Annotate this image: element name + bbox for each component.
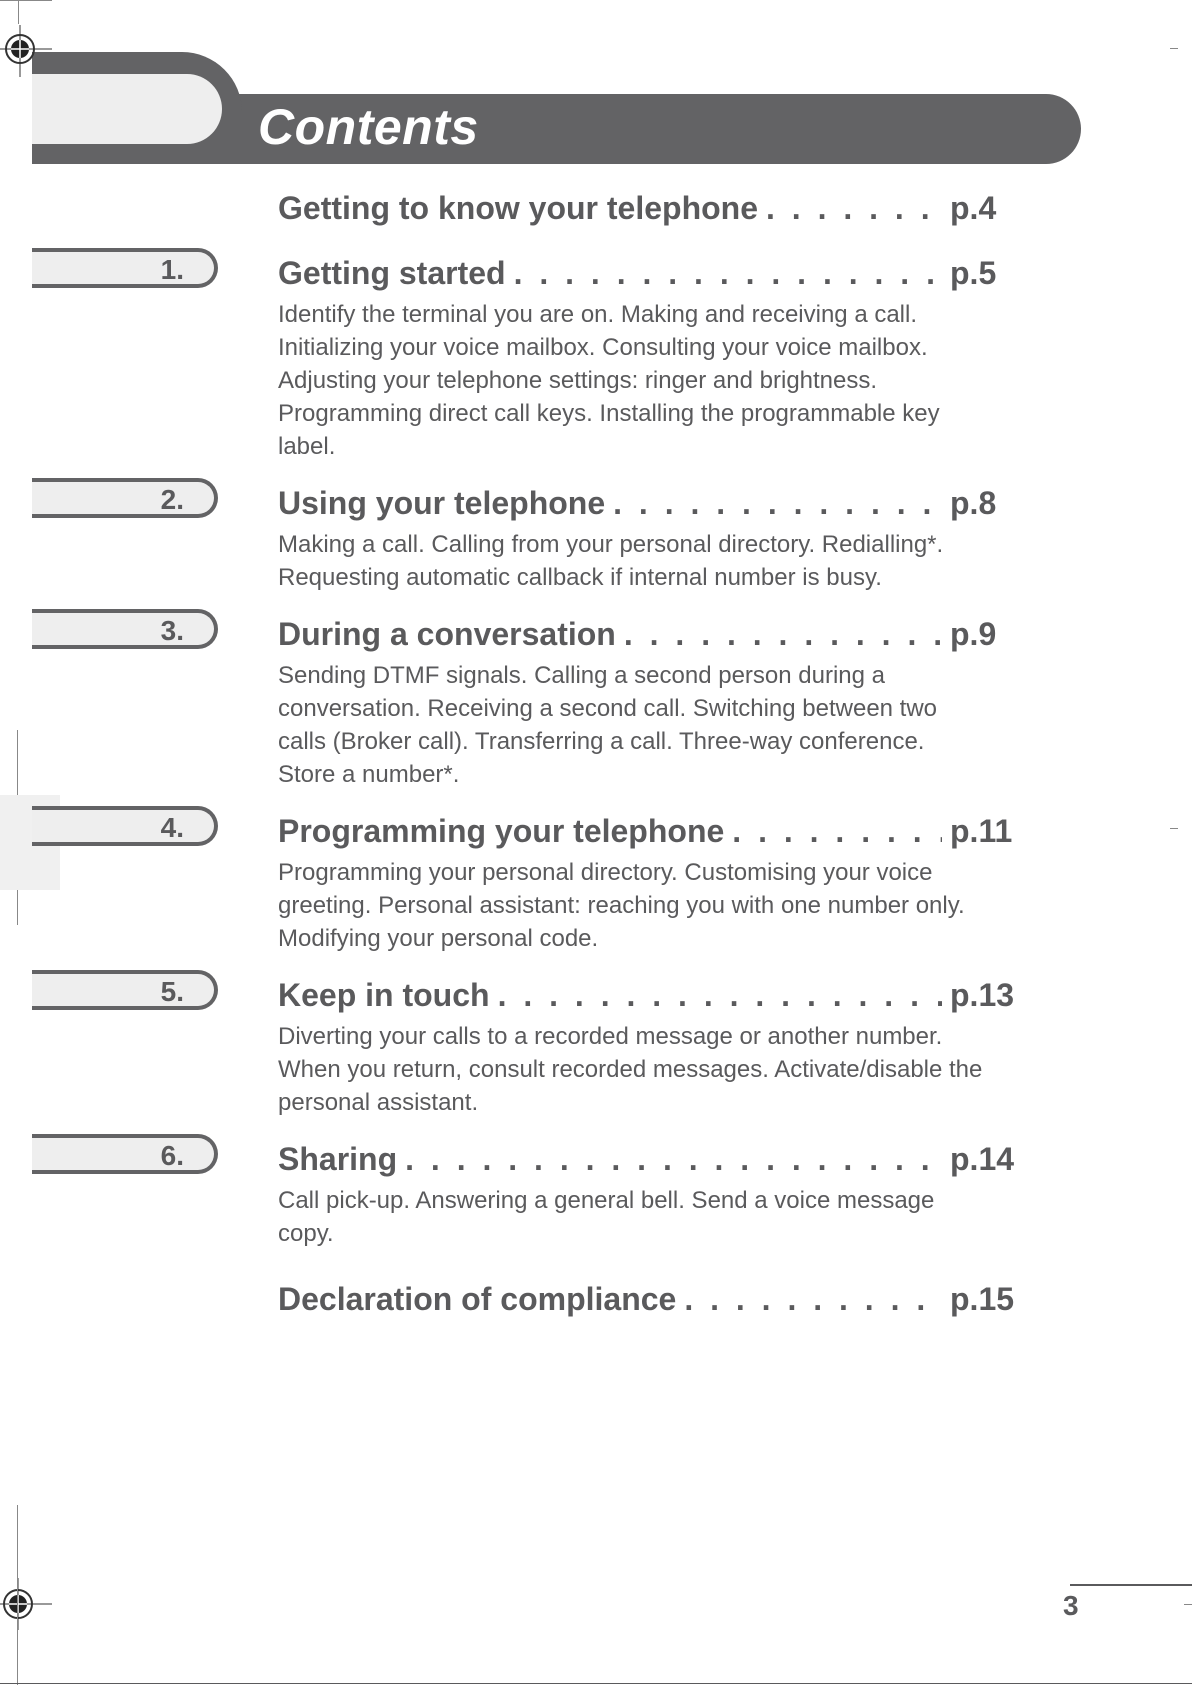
crop-mark (1170, 48, 1178, 49)
toc-entry-title[interactable]: Getting to know your telephone (278, 190, 758, 226)
toc-entry-sharing[interactable] (278, 1141, 1030, 1250)
toc-entry-description: Call pick-up. Answering a general bell. Send a voice message copy. (278, 1187, 935, 1247)
leader-dots (405, 1141, 942, 1178)
crop-mark (1170, 828, 1178, 829)
toc-entry-title[interactable]: Getting started (278, 255, 506, 291)
chapter-tab-1 (32, 248, 218, 288)
toc-entry-title[interactable]: Programming your telephone (278, 813, 725, 849)
leader-dots (613, 485, 942, 522)
toc-entry-during-conversation[interactable] (278, 616, 1030, 791)
chapter-tab-4 (32, 806, 218, 846)
chapter-tab-5 (32, 970, 218, 1010)
chapter-tab-number: 5. (160, 976, 184, 1007)
toc-page-ref[interactable]: p.8 (950, 485, 997, 521)
toc-entry-title[interactable]: Keep in touch (278, 977, 490, 1013)
crop-mark (0, 0, 52, 1)
crop-mark (1184, 1604, 1192, 1605)
toc-entry-declaration[interactable] (278, 1281, 1030, 1318)
chapter-tab-number: 3. (160, 615, 184, 646)
toc-entry-using-telephone[interactable] (278, 485, 1030, 594)
toc-entry-programming[interactable] (278, 813, 1030, 955)
registration-mark-top-left-icon (0, 25, 52, 77)
toc-entry-title[interactable]: Using your telephone (278, 485, 606, 521)
registration-mark-bottom-left-icon (0, 1578, 52, 1630)
toc-page-ref[interactable]: p.15 (950, 1281, 1015, 1317)
leader-dots (684, 1281, 942, 1318)
toc-entry-getting-to-know[interactable] (278, 190, 1030, 227)
toc-entry-keep-in-touch[interactable] (278, 977, 1030, 1119)
toc-entry-title[interactable]: Sharing (278, 1141, 398, 1177)
toc-page-ref[interactable]: p.14 (950, 1141, 1015, 1177)
leader-dots (498, 977, 942, 1014)
toc-page-ref[interactable]: p.9 (950, 616, 997, 652)
leader-dots (624, 616, 942, 653)
crop-mark (17, 1505, 18, 1685)
toc-entry-description: Making a call. Calling from your personal directory. Redialling*. Requesting automatic callback if internal number is busy. (278, 531, 944, 591)
chapter-tab-number: 4. (160, 812, 184, 843)
header-tab-inner (32, 74, 222, 144)
toc-entry-getting-started[interactable] (278, 255, 1030, 463)
toc-page-ref[interactable]: p.13 (950, 977, 1015, 1013)
toc-entry-description: Diverting your calls to a recorded message or another number. When you return, consult recorded messages. Activate/disable the personal assistant. (278, 1023, 983, 1116)
page-title: Contents (258, 99, 479, 155)
leader-dots (732, 813, 942, 850)
toc-page-ref[interactable]: p.11 (950, 813, 1013, 849)
chapter-tab-6 (32, 1134, 218, 1174)
leader-dots (766, 190, 942, 227)
chapter-tab-2 (32, 478, 218, 518)
leader-dots (514, 255, 942, 292)
toc-entry-description: Identify the terminal you are on. Making and receiving a call. Initializing your voice mailbox. Consulting your voice mailbox. Adjusting your telephone settings: ringer and brightness. Programming direct call keys. Installing the programmable key label. (278, 301, 940, 460)
bottom-rule (0, 1683, 1192, 1684)
toc-entry-title[interactable]: During a conversation (278, 616, 616, 652)
crop-mark (18, 0, 19, 24)
chapter-tab-number: 6. (160, 1140, 184, 1171)
toc-page-ref[interactable]: p.4 (950, 190, 997, 226)
page-number: 3 (1063, 1590, 1079, 1621)
chapter-tab-number: 2. (160, 484, 184, 515)
toc-entry-title[interactable]: Declaration of compliance (278, 1281, 677, 1317)
page-number-rule (1070, 1584, 1192, 1586)
chapter-tab-number: 1. (160, 254, 184, 285)
toc-entry-description: Programming your personal directory. Customising your voice greeting. Personal assistant: reaching you with one number only. Modifying your personal code. (278, 859, 965, 952)
chapter-tab-3 (32, 609, 218, 649)
toc-page-ref[interactable]: p.5 (950, 255, 997, 291)
toc-entry-description: Sending DTMF signals. Calling a second person during a conversation. Receiving a second call. Switching between two calls (Broker call). Transferring a call. Three-way conference. Store a number*. (278, 662, 938, 788)
